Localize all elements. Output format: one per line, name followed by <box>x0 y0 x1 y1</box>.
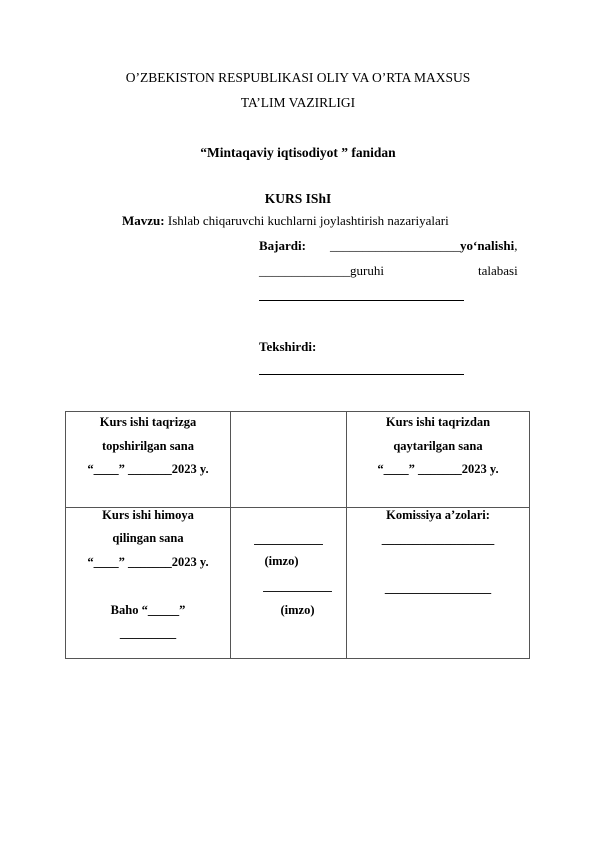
signature-label-1: (imzo) <box>264 554 299 568</box>
group-blank: ______________ <box>259 263 350 278</box>
commission-blank-1: __________________ <box>381 532 495 546</box>
ministry-title-line1: O’ZBEKISTON RESPUBLIKASI OLIY VA O’RTA MAXSUS <box>125 70 471 85</box>
subject-line: “Mintaqaviy iqtisodiyot ” fanidan <box>200 145 396 160</box>
signatures-cell <box>231 508 347 659</box>
submitted-cell <box>66 412 231 508</box>
submission-table <box>65 411 530 659</box>
table-row <box>66 508 530 659</box>
grade-line: Baho “_____” <box>110 603 186 617</box>
submitted-date: “____” _______2023 y. <box>87 462 209 476</box>
direction-label: yo‘nalishi <box>460 238 515 253</box>
checker-name-line <box>259 374 464 375</box>
performer-label: Bajardi: <box>259 238 306 253</box>
direction-comma: , <box>514 238 518 253</box>
submitted-line1: Kurs ishi taqrizga <box>99 415 197 429</box>
signature-blank-1: ___________ <box>254 532 323 546</box>
commission-blank-2: _________________ <box>384 581 492 595</box>
submitted-line2: topshirilgan sana <box>101 439 195 453</box>
defense-line1: Kurs ishi himoya <box>102 508 194 522</box>
direction-field <box>330 238 517 254</box>
defense-line2: qilingan sana <box>112 531 184 545</box>
ministry-title-line2: TA’LIM VAZIRLIGI <box>240 95 356 110</box>
grade-blank: _________ <box>119 626 177 640</box>
topic-line <box>122 213 449 229</box>
empty-cell <box>231 412 347 508</box>
defense-date: “____” _______2023 y. <box>87 555 209 569</box>
checker-label: Tekshirdi: <box>259 339 317 354</box>
commission-label: Komissiya a’zolari: <box>386 508 490 522</box>
document-title: KURS IShI <box>264 191 332 206</box>
defense-cell <box>66 508 231 659</box>
returned-line2: qaytarilgan sana <box>393 439 483 453</box>
returned-line1: Kurs ishi taqrizdan <box>385 415 491 429</box>
commission-cell <box>347 508 530 659</box>
group-field <box>259 263 384 279</box>
student-name-line <box>259 300 464 301</box>
student-label: talabasi <box>478 263 518 278</box>
table-row <box>66 412 530 508</box>
topic-value: Ishlab chiqaruvchi kuchlarni joylashtirish nazariyalari <box>167 213 449 228</box>
signature-blank-2: ___________ <box>263 579 332 593</box>
topic-label: Mavzu: <box>122 213 165 228</box>
returned-cell <box>347 412 530 508</box>
returned-date: “____” _______2023 y. <box>377 462 499 476</box>
signature-label-2: (imzo) <box>280 603 315 617</box>
direction-blank: ____________________ <box>330 238 460 253</box>
group-label: guruhi <box>350 263 384 278</box>
